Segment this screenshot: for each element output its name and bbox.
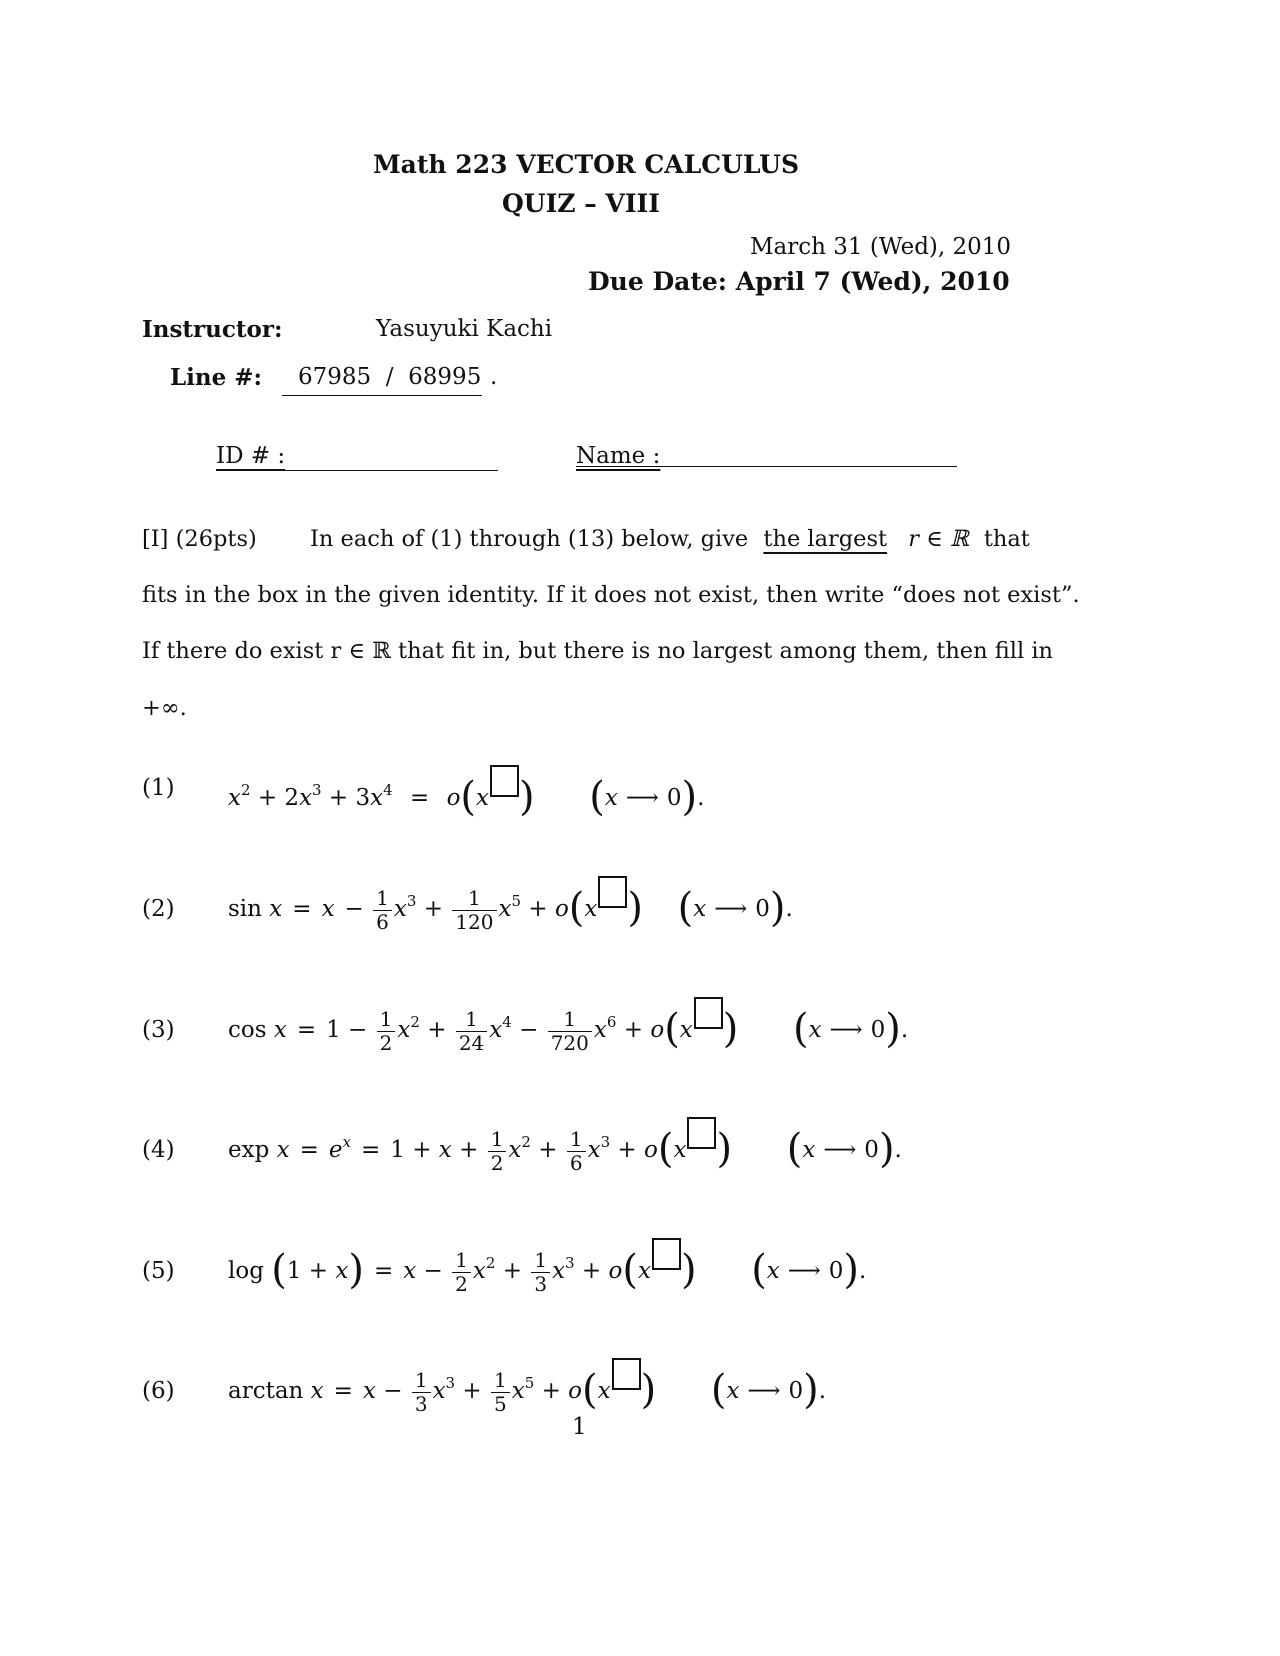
answer-box[interactable]	[598, 876, 627, 908]
instructor-label: Instructor:	[142, 316, 283, 343]
equation-number: (5)	[142, 1258, 175, 1284]
due-date	[588, 267, 1010, 296]
answer-box[interactable]	[490, 765, 519, 797]
equation-1: $x^2 + 2x^3 + 3x^4 = o(x$ ) (x ⟶ 0).	[228, 765, 704, 820]
answer-box[interactable]	[694, 997, 723, 1029]
equation-number: (2)	[142, 896, 175, 922]
instructor-name: Yasuyuki Kachi	[376, 316, 553, 342]
equation-number: (3)	[142, 1017, 175, 1043]
equation-2: sin x = x − $\frac{1}{6}$ $x^3$ + $\frac{1}{120}$ $x^5 + o(x$ ) (x ⟶ 0).	[228, 876, 793, 934]
line-number-value: 67985 / 68995	[298, 364, 482, 390]
line-number-underline	[282, 395, 482, 396]
course-title: Math 223 VECTOR CALCULUS	[373, 150, 800, 179]
problem-line-3: If there do exist r ∈ ℝ that fit in, but there is no largest among them, then fill in	[142, 638, 1054, 664]
intro-text-1: In each of (1) through (13) below, give	[310, 526, 749, 552]
problem-tag: [I] (26pts)	[142, 526, 257, 552]
quiz-title: QUIZ – VIII	[502, 189, 660, 218]
equation-number: (4)	[142, 1137, 175, 1163]
answer-box[interactable]	[652, 1238, 681, 1270]
answer-box[interactable]	[612, 1358, 641, 1390]
line-number-period: .	[490, 364, 498, 390]
due-date-value: April 7 (Wed), 2010	[735, 267, 1010, 296]
due-date-label: Due Date:	[588, 267, 728, 296]
name-field[interactable]	[576, 466, 957, 467]
equation-number: (1)	[142, 775, 175, 801]
intro-variable: r ∈ ℝ	[908, 526, 969, 552]
page-number: 1	[572, 1414, 587, 1440]
equation-3: cos x = 1 − $\frac{1}{2}$ $x^2$ + $\frac{1}{24}$ $x^4$ − $\frac{1}{720}$ $x^6 + o(x$ ) (x ⟶ 0).	[228, 997, 908, 1055]
problem-line-2: fits in the box in the given identity. If it does not exist, then write “does not exist”.	[142, 582, 1080, 608]
answer-box[interactable]	[687, 1117, 716, 1149]
id-label: ID # :	[216, 443, 286, 469]
quiz-date: March 31 (Wed), 2010	[750, 234, 1012, 260]
intro-text-2: that	[983, 526, 1030, 552]
problem-intro	[310, 526, 1030, 552]
equation-5: log (1 + x) = x − $\frac{1}{2}$ $x^2$ + $\frac{1}{3}$ $x^3 + o(x$ ) (x ⟶ 0).	[228, 1238, 866, 1296]
id-field[interactable]	[216, 470, 498, 471]
problem-line-4: +∞.	[142, 695, 187, 721]
name-label: Name :	[576, 443, 661, 469]
equation-4: $\exp x = e^x = 1 + x$ + $\frac{1}{2}$ $x^2$ + $\frac{1}{6}$ $x^3 + o(x$ ) (x ⟶ 0).	[228, 1117, 902, 1175]
line-number-label: Line #:	[170, 364, 263, 391]
equation-6: arctan x = x − $\frac{1}{3}$ $x^3$ + $\frac{1}{5}$ $x^5 + o(x$ ) (x ⟶ 0).	[228, 1358, 826, 1416]
intro-emphasis: the largest	[763, 526, 888, 552]
equation-number: (6)	[142, 1378, 175, 1404]
